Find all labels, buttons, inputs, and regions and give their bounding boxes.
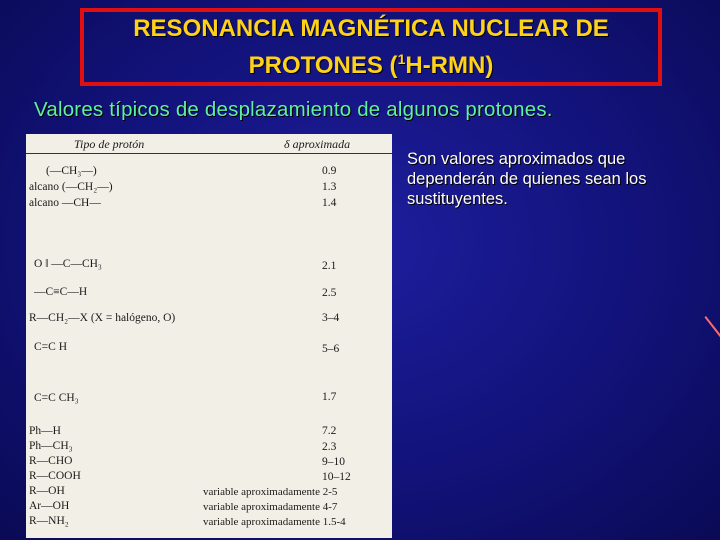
table-row-value: 1.3 — [322, 181, 337, 193]
title-superscript: 1 — [397, 51, 406, 67]
table-row-label: C=C CH₃ — [34, 392, 79, 404]
table-row-label: alcano (—CH₂—) — [29, 181, 113, 193]
table-row-value: 7.2 — [322, 425, 337, 437]
table-row-label: R—CH₂—X (X = halógeno, O) — [29, 312, 176, 324]
slide-title-line2 — [249, 44, 494, 81]
table-row-value: 1.4 — [322, 197, 337, 209]
table-row-value: 2.1 — [322, 260, 337, 272]
table-row-variable: variable aproximadamente 2-5 — [203, 486, 338, 498]
slide-subtitle: Valores típicos de desplazamiento de algunos protones. — [34, 98, 553, 121]
table-row-variable: variable aproximadamente 1.5-4 — [203, 516, 346, 528]
table-header-tipo: Tipo de protón — [74, 137, 145, 151]
title-line2-pre: PROTONES ( — [248, 52, 398, 79]
table-row-variable: variable aproximadamente 4-7 — [203, 501, 338, 513]
table-row-label: Ar—OH — [29, 500, 70, 512]
chemical-shift-table — [26, 134, 392, 538]
table-row-label: (—CH₃—) — [46, 165, 97, 177]
table-row-value: 2.3 — [322, 441, 337, 453]
table-row-label: Ph—H — [29, 425, 61, 437]
slide-title-line1: RESONANCIA MAGNÉTICA NUCLEAR DE — [133, 15, 609, 42]
table-row-label: —C≡C—H — [34, 286, 88, 298]
table-row-label: C=C H — [34, 341, 68, 353]
table-row-value: 3–4 — [322, 312, 340, 324]
decorative-line — [704, 316, 720, 338]
table-row-label: alcano —CH— — [29, 197, 101, 209]
table-row-label: R—NH₂ — [29, 515, 69, 527]
table-row-label: R—OH — [29, 485, 65, 497]
table-row-value: 2.5 — [322, 287, 337, 299]
table-header-delta: δ aproximada — [284, 137, 351, 151]
table-row-value: 5–6 — [322, 343, 340, 355]
table-row-value: 0.9 — [322, 165, 337, 177]
table-row-value: 10–12 — [322, 471, 351, 483]
title-line2-post: H-RMN) — [405, 52, 494, 79]
table-row-value: 9–10 — [322, 456, 345, 468]
table-header-rule — [26, 153, 392, 154]
table-row-label: Ph—CH₃ — [29, 440, 73, 452]
slide-title-box — [80, 8, 662, 86]
table-row-value: 1.7 — [322, 391, 337, 403]
table-row-label: R—COOH — [29, 470, 81, 482]
table-row-label: R—CHO — [29, 455, 73, 467]
note-text: Son valores aproximados que dependerán de quienes sean los sustituyentes. — [407, 150, 647, 208]
table-row-label: O ‖ —C—CH₃ — [34, 258, 102, 270]
